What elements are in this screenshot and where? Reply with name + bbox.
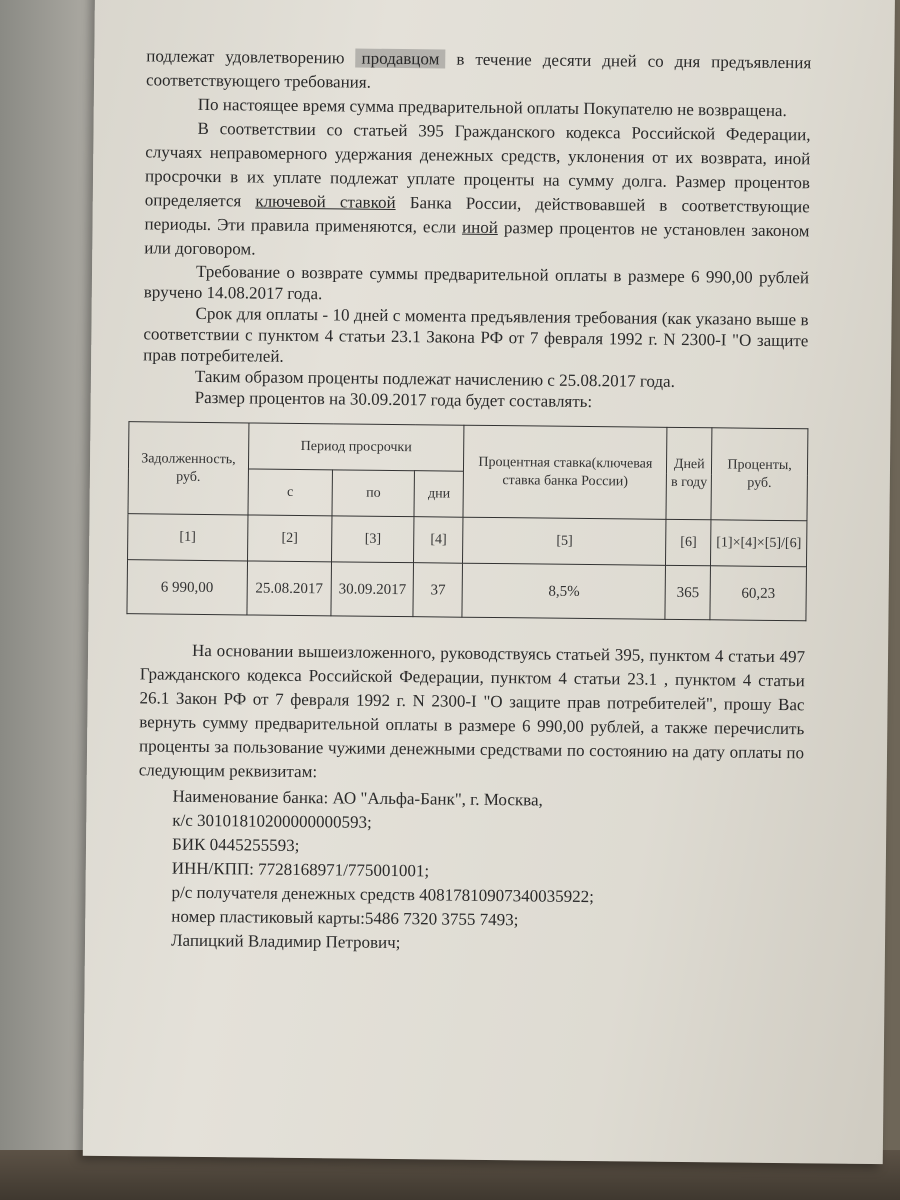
header-days: дни [414,471,463,518]
index-cell: [2] [247,515,332,562]
underlined-key-rate: ключевой ставкой [255,191,396,212]
index-cell: [4] [414,517,463,564]
index-cell: [5] [463,517,667,565]
bank-requisites [171,785,804,960]
requisite-inn-kpp: ИНН/КПП: 7728168971/775001001; [171,858,430,881]
requisite-bank-name: Наименование банка: АО "Альфа-Банк", г. Москва, [172,786,543,810]
value-debt: 6 990,00 [127,560,247,615]
header-debt: Задолженность, руб. [128,422,249,515]
value-rate: 8,5% [462,563,666,619]
requisite-correspondent-account: к/с 30101810200000000593; [172,810,372,832]
requisite-recipient: Лапицкий Владимир Петрович; [170,930,401,953]
document-page [83,0,895,1164]
paragraph-seller-obligation: подлежат удовлетворению продавцом в течение десяти дней со дня предъявления соответствующего требования. [145,46,812,92]
value-days: 37 [413,563,463,618]
value-days-year: 365 [665,565,710,619]
index-cell-formula: [1]×[4]×[5]/[6] [711,520,807,567]
header-from: с [248,469,333,516]
value-to: 30.09.2017 [331,562,414,617]
value-interest: 60,23 [710,566,806,621]
paragraph-article-395: В соответствии со статьей 395 Гражданского кодекса Российской Федерации, случаях неправомерного удержания денежных средств, уклонения от их возврата, иной просрочки в их уплате подлежат уплате проценты на сумму долга. Размер процентов определяется ключевой ставкой Банка России, действовавшей в соответствующие периоды. Эти правила применяются, если иной размер процентов не установлен законом или договором. [144,118,811,259]
highlighted-word: продавцом [355,49,445,69]
requisite-account: р/с получателя денежных средств 40817810907340035922; [171,882,595,907]
header-interest: Проценты, руб. [711,428,808,521]
header-period: Период просрочки [248,423,464,471]
paragraph-interest-start: Таким образом проценты подлежат начислению с 25.08.2017 года. [194,366,676,391]
header-days-year: Дней в году [666,427,712,519]
paragraph-payment-term: Срок для оплаты - 10 дней с момента предъявления требования (как указано выше в соответствии с пунктом 4 статьи 23.1 Закона РФ от 7 февраля 1992 г. N 2300-I "О защите прав потребителей. [143,303,809,366]
requisite-card-number: номер пластиковый карты:5486 7320 3755 7493; [171,906,519,930]
paragraph-not-returned: По настоящее время сумма предварительной оплаты Покупателю не возвращена. [197,94,787,121]
header-rate: Процентная ставка(ключевая ставка банка России) [463,425,667,519]
requisite-bik: БИК 0445255593; [171,834,300,855]
header-to: по [332,470,415,517]
request-section [137,638,805,959]
document-body [137,44,811,959]
index-cell: [1] [128,514,248,561]
paragraph-demand-delivered: Требование о возврате суммы предварительной оплаты в размере 6 990,00 рублей вручено 14.08.2017 года. [143,261,810,304]
index-cell: [3] [332,516,415,563]
value-from: 25.08.2017 [247,561,332,616]
underlined-other: иной [461,217,498,238]
paragraph-interest-amount: Размер процентов на 30.09.2017 года будет составлять: [194,387,593,412]
interest-table [126,421,808,621]
paragraph-request: На основании вышеизложенного, руководствуясь статьей 395, пунктом 4 статьи 497 Гражданского кодекса Российской Федерации, пунктом 4 статьи 23.1 , пунктом 4 статьи 26.1 Закон РФ от 7 февраля 1992 г. N 2300-I "О защите прав потребителей", прошу Вас вернуть сумму предварительной оплаты в размере 6 990,00 рублей, а также перечислить проценты за пользование чужими денежными средствами по состоянию на дату оплаты по следующим реквизитам: [138,640,806,782]
index-cell: [6] [666,519,711,565]
